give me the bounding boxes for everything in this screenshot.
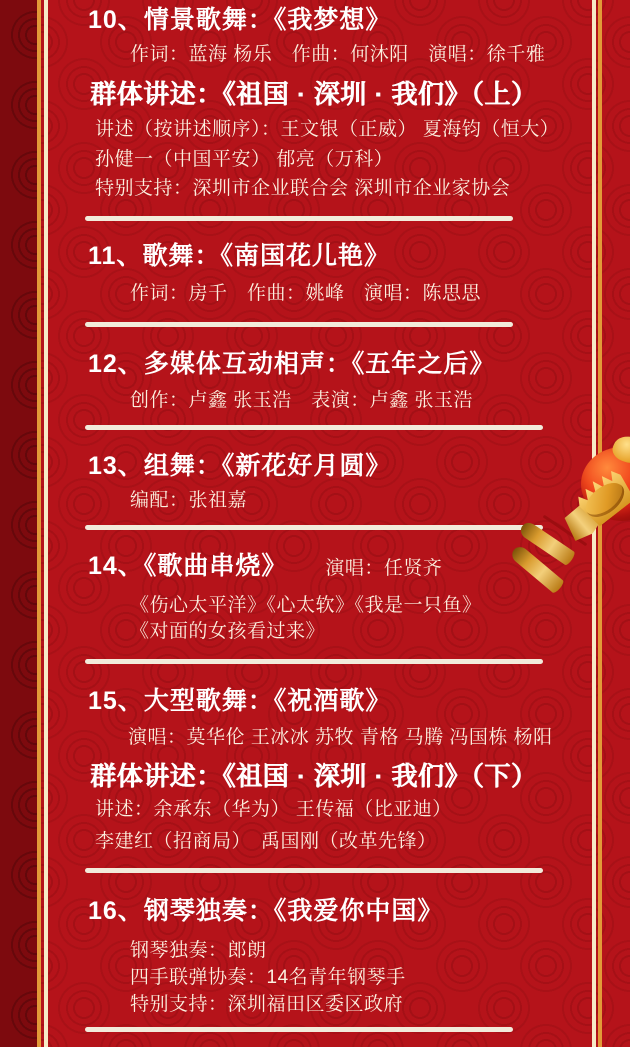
item-16-line-1: 钢琴独奏：郎朗 (130, 940, 267, 961)
program-item-11-heading (88, 242, 390, 271)
item-15-number: 15、 (88, 687, 144, 715)
item-11-credits: 作词：房千 作曲：姚峰 演唱：陈思思 (130, 283, 482, 304)
group-top-line-3: 特别支持：深圳市企业联合会 深圳市企业家协会 (95, 178, 511, 199)
item-12-title: 多媒体互动相声：《五年之后》 (143, 350, 496, 378)
item-14-number: 14、 (88, 552, 144, 580)
left-dark-band (0, 0, 37, 1047)
group-bottom-line-2: 李建红（招商局） 禹国刚（改革先锋） (95, 831, 437, 852)
program-item-10-heading (88, 6, 391, 35)
section-divider-3 (85, 425, 543, 430)
group-top-line-1: 讲述（按讲述顺序）：王文银（正威） 夏海钧（恒大） (95, 119, 560, 140)
item-14-songs-line-1: 《伤心太平洋》《心太软》《我是一只鱼》 (130, 595, 482, 616)
program-item-16-heading (88, 897, 443, 926)
item-14-credit: 演唱：任贤齐 (325, 558, 443, 579)
item-15-credits: 演唱：莫华伦 王冰冰 苏牧 青格 马腾 冯国栋 杨阳 (128, 727, 553, 748)
item-16-number: 16、 (88, 897, 144, 925)
section-divider-1 (85, 216, 513, 221)
item-10-number: 10、 (88, 6, 144, 34)
group-narration-top-title: 群体讲述：《祖国 · 深圳 · 我们》（上） (90, 79, 538, 109)
program-item-15-heading (88, 687, 391, 716)
program-item-14-heading (88, 552, 442, 581)
group-bottom-line-1: 讲述：余承东（华为） 王传福（比亚迪） (95, 799, 452, 820)
item-13-credits: 编配：张祖嘉 (130, 490, 248, 511)
program-item-12-heading (88, 350, 495, 379)
left-border-cream-line (44, 0, 48, 1047)
section-divider-2 (85, 322, 513, 327)
section-divider-7 (85, 1027, 513, 1032)
item-16-line-2: 四手联弹协奏：14名青年钢琴手 (130, 967, 406, 988)
program-item-13-heading (88, 452, 391, 481)
item-16-line-3: 特别支持：深圳福田区委区政府 (130, 994, 404, 1015)
section-divider-4 (85, 525, 543, 530)
left-border-orange-line (37, 0, 41, 1047)
item-15-title: 大型歌舞：《祝酒歌》 (143, 687, 392, 715)
item-13-title: 组舞：《新花好月圆》 (143, 452, 392, 480)
item-16-title: 钢琴独奏：《我爱你中国》 (143, 897, 444, 925)
item-10-title: 情景歌舞：《我梦想》 (143, 6, 392, 34)
lantern-decoration (505, 425, 630, 610)
item-12-credits: 创作：卢鑫 张玉浩 表演：卢鑫 张玉浩 (130, 390, 474, 411)
item-11-title: 歌舞：《南国花儿艳》 (142, 242, 390, 270)
item-14-title: 《歌曲串烧》 (143, 552, 288, 580)
section-divider-6 (85, 868, 543, 873)
group-top-line-2: 孙健一（中国平安） 郁亮（万科） (95, 149, 394, 170)
item-14-songs-line-2: 《对面的女孩看过来》 (130, 621, 326, 642)
item-12-number: 12、 (88, 350, 144, 378)
item-10-credits: 作词：蓝海 杨乐 作曲：何沐阳 演唱：徐千雅 (130, 44, 546, 65)
group-narration-bottom-title: 群体讲述：《祖国 · 深圳 · 我们》（下） (90, 761, 538, 791)
item-13-number: 13、 (88, 452, 144, 480)
section-divider-5 (85, 659, 543, 664)
item-11-number: 11、 (88, 242, 143, 270)
